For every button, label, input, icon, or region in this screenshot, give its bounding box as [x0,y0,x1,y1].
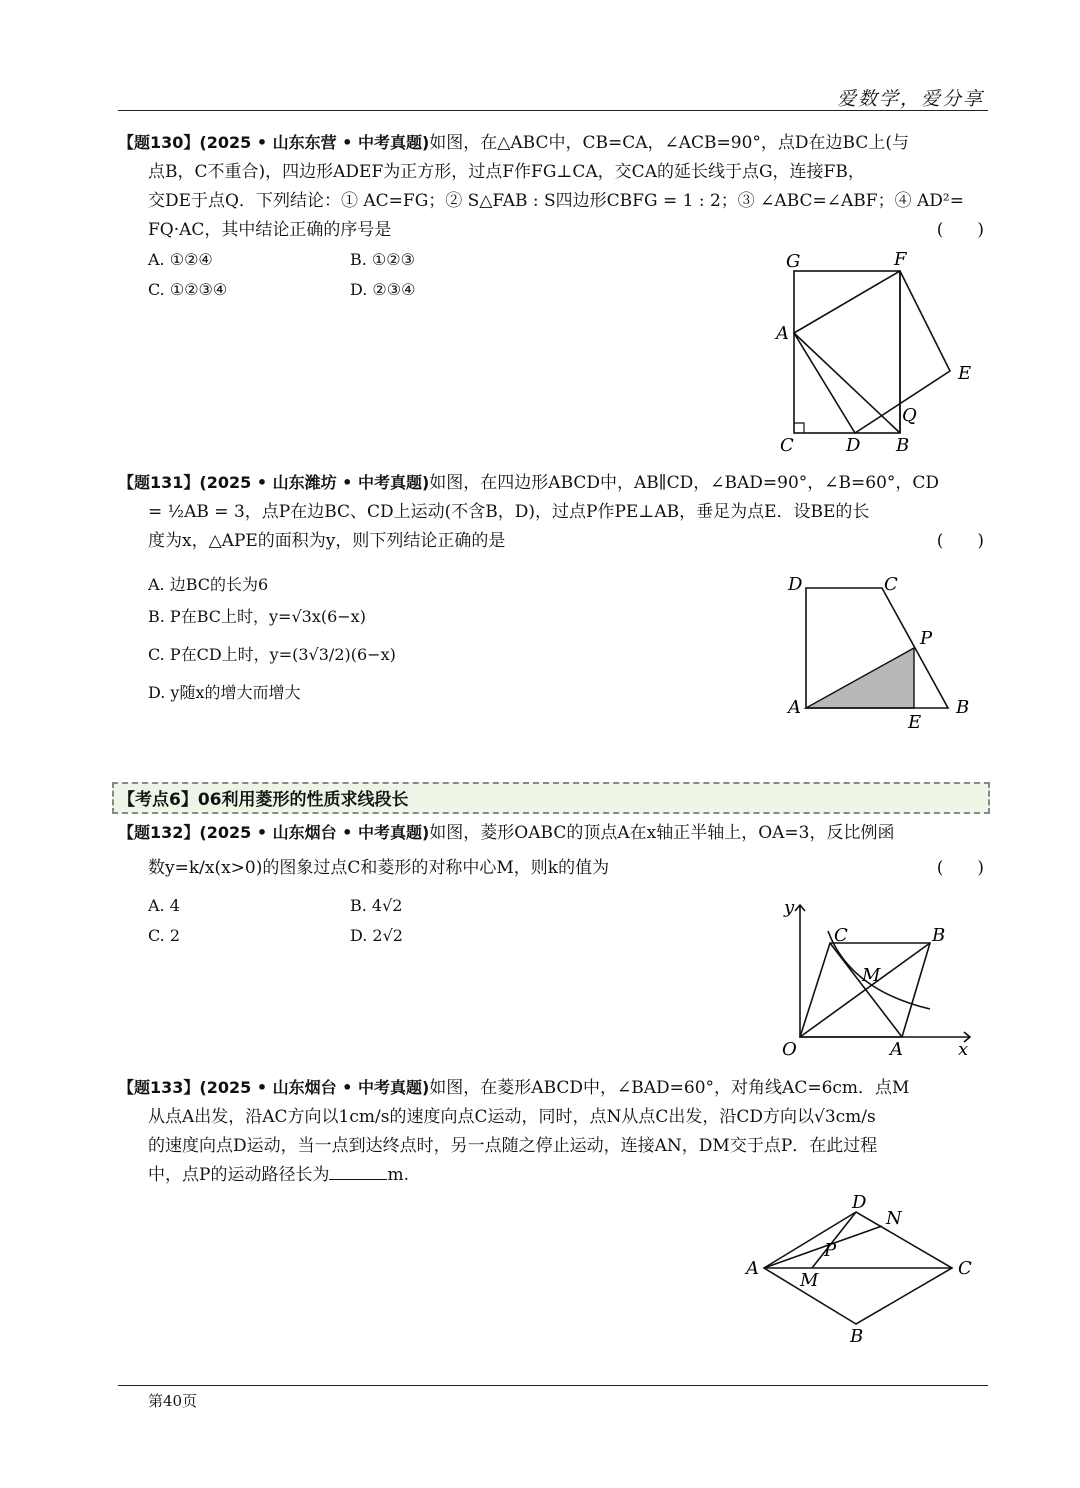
header-motto: 爱数学，爱分享 [836,88,984,110]
footer-rule [118,1385,988,1386]
question-text: 的速度向点D运动，当一点到达终点时，另一点随之停止运动，连接AN，DM交于点P．在此过程 [148,1136,878,1156]
question-text: m. [387,1165,409,1185]
question-text: 点B，C不重合)，四边形ADEF为正方形，过点F作FG⊥CA，交CA的延长线于点G，连接FB， [148,162,865,182]
label-b: B [850,1326,864,1347]
label-d: D [846,435,861,456]
question-text: 如图，在四边形ABCD中，AB∥CD，∠BAD=90°，∠B=60°，CD [429,473,940,493]
label-d: D [788,574,803,595]
answer-paren: ( ) [936,220,984,240]
figure-133 [740,1190,980,1350]
question-text: 如图，菱形OABC的顶点A在x轴正半轴上，OA=3，反比例函 [429,823,895,843]
label-a: A [746,1258,759,1279]
question-text: 数y=k/x(x>0)的图象过点C和菱形的对称中心M，则k的值为 [148,858,610,878]
option-d: D. y随x的增大而增大 [148,683,301,702]
option-a: A. ①②④ [148,250,213,269]
label-c: C [834,925,848,946]
option-a: A. 4 [148,896,180,915]
topic-banner: 【考点6】06利用菱形的性质求线段长 [112,782,990,814]
question-text: 度为x，△APE的面积为y，则下列结论正确的是 [148,531,506,551]
question-text: 从点A出发，沿AC方向以1cm/s的速度向点C运动，同时，点N从点C出发，沿CD方向以√3cm/s [148,1107,876,1127]
option-c: C. ①②③④ [148,280,228,299]
label-a: A [788,697,801,718]
label-m: M [862,965,881,986]
label-p: P [920,628,933,649]
label-b: B [932,925,946,946]
option-b: B. P在BC上时，y=√3x(6−x) [148,607,366,626]
question-tag: 【题131】(2025 • 山东潍坊 • 中考真题) [118,473,430,492]
figure-131 [780,568,980,733]
page-number: 第40页 [148,1392,198,1410]
label-e: E [958,363,972,384]
figure-132 [770,895,980,1065]
label-p: P [824,1240,837,1261]
label-g: G [786,251,801,272]
label-c: C [958,1258,972,1279]
question-text: 如图，在菱形ABCD中，∠BAD=60°，对角线AC=6cm．点M [429,1078,910,1098]
option-a: A. 边BC的长为6 [148,575,269,594]
square-adef [794,271,950,433]
question-tag: 【题132】(2025 • 山东烟台 • 中考真题) [118,823,430,842]
label-y: y [784,897,795,918]
question-133 [118,1073,988,1190]
label-m: M [800,1270,819,1291]
label-c: C [780,435,794,456]
option-d: D. ②③④ [350,280,416,299]
answer-blank[interactable] [329,1161,387,1180]
label-o: O [782,1039,797,1060]
question-132 [118,818,988,883]
rectangle-cbfg [794,271,900,433]
label-a: A [890,1039,903,1060]
label-n: N [886,1208,902,1229]
question-131 [118,468,988,556]
question-tag: 【题133】(2025 • 山东烟台 • 中考真题) [118,1078,430,1097]
question-text: 中，点P的运动路径长为 [148,1165,330,1185]
option-d: D. 2√2 [350,926,403,945]
answer-paren: ( ) [936,858,984,878]
label-e: E [908,712,922,733]
label-f: F [894,249,907,270]
answer-paren: ( ) [936,531,984,551]
option-b: B. ①②③ [350,250,415,269]
question-130 [118,128,988,245]
label-c: C [884,574,898,595]
label-d: D [852,1192,867,1213]
option-c: C. 2 [148,926,181,945]
question-text: 交DE于点Q．下列结论：① AC=FG；② S△FAB : S四边形CBFG = 1 : 2；③ ∠ABC=∠ABF；④ AD²= [148,191,964,211]
question-text: FQ·AC，其中结论正确的序号是 [148,220,392,240]
label-b: B [956,697,970,718]
option-c: C. P在CD上时，y=(3√3/2)(6−x) [148,645,396,664]
option-b: B. 4√2 [350,896,403,915]
question-text: 如图，在△ABC中，CB=CA，∠ACB=90°，点D在边BC上(与 [429,133,909,153]
label-q: Q [902,405,917,426]
question-text: = ½AB = 3，点P在边BC、CD上运动(不含B，D)，过点P作PE⊥AB，垂足为点E．设BE的长 [148,502,870,522]
label-b: B [896,435,910,456]
question-tag: 【题130】(2025 • 山东东营 • 中考真题) [118,133,430,152]
label-x: x [958,1039,969,1060]
figure-130 [770,245,990,460]
label-a: A [776,323,789,344]
header-rule [118,110,988,111]
